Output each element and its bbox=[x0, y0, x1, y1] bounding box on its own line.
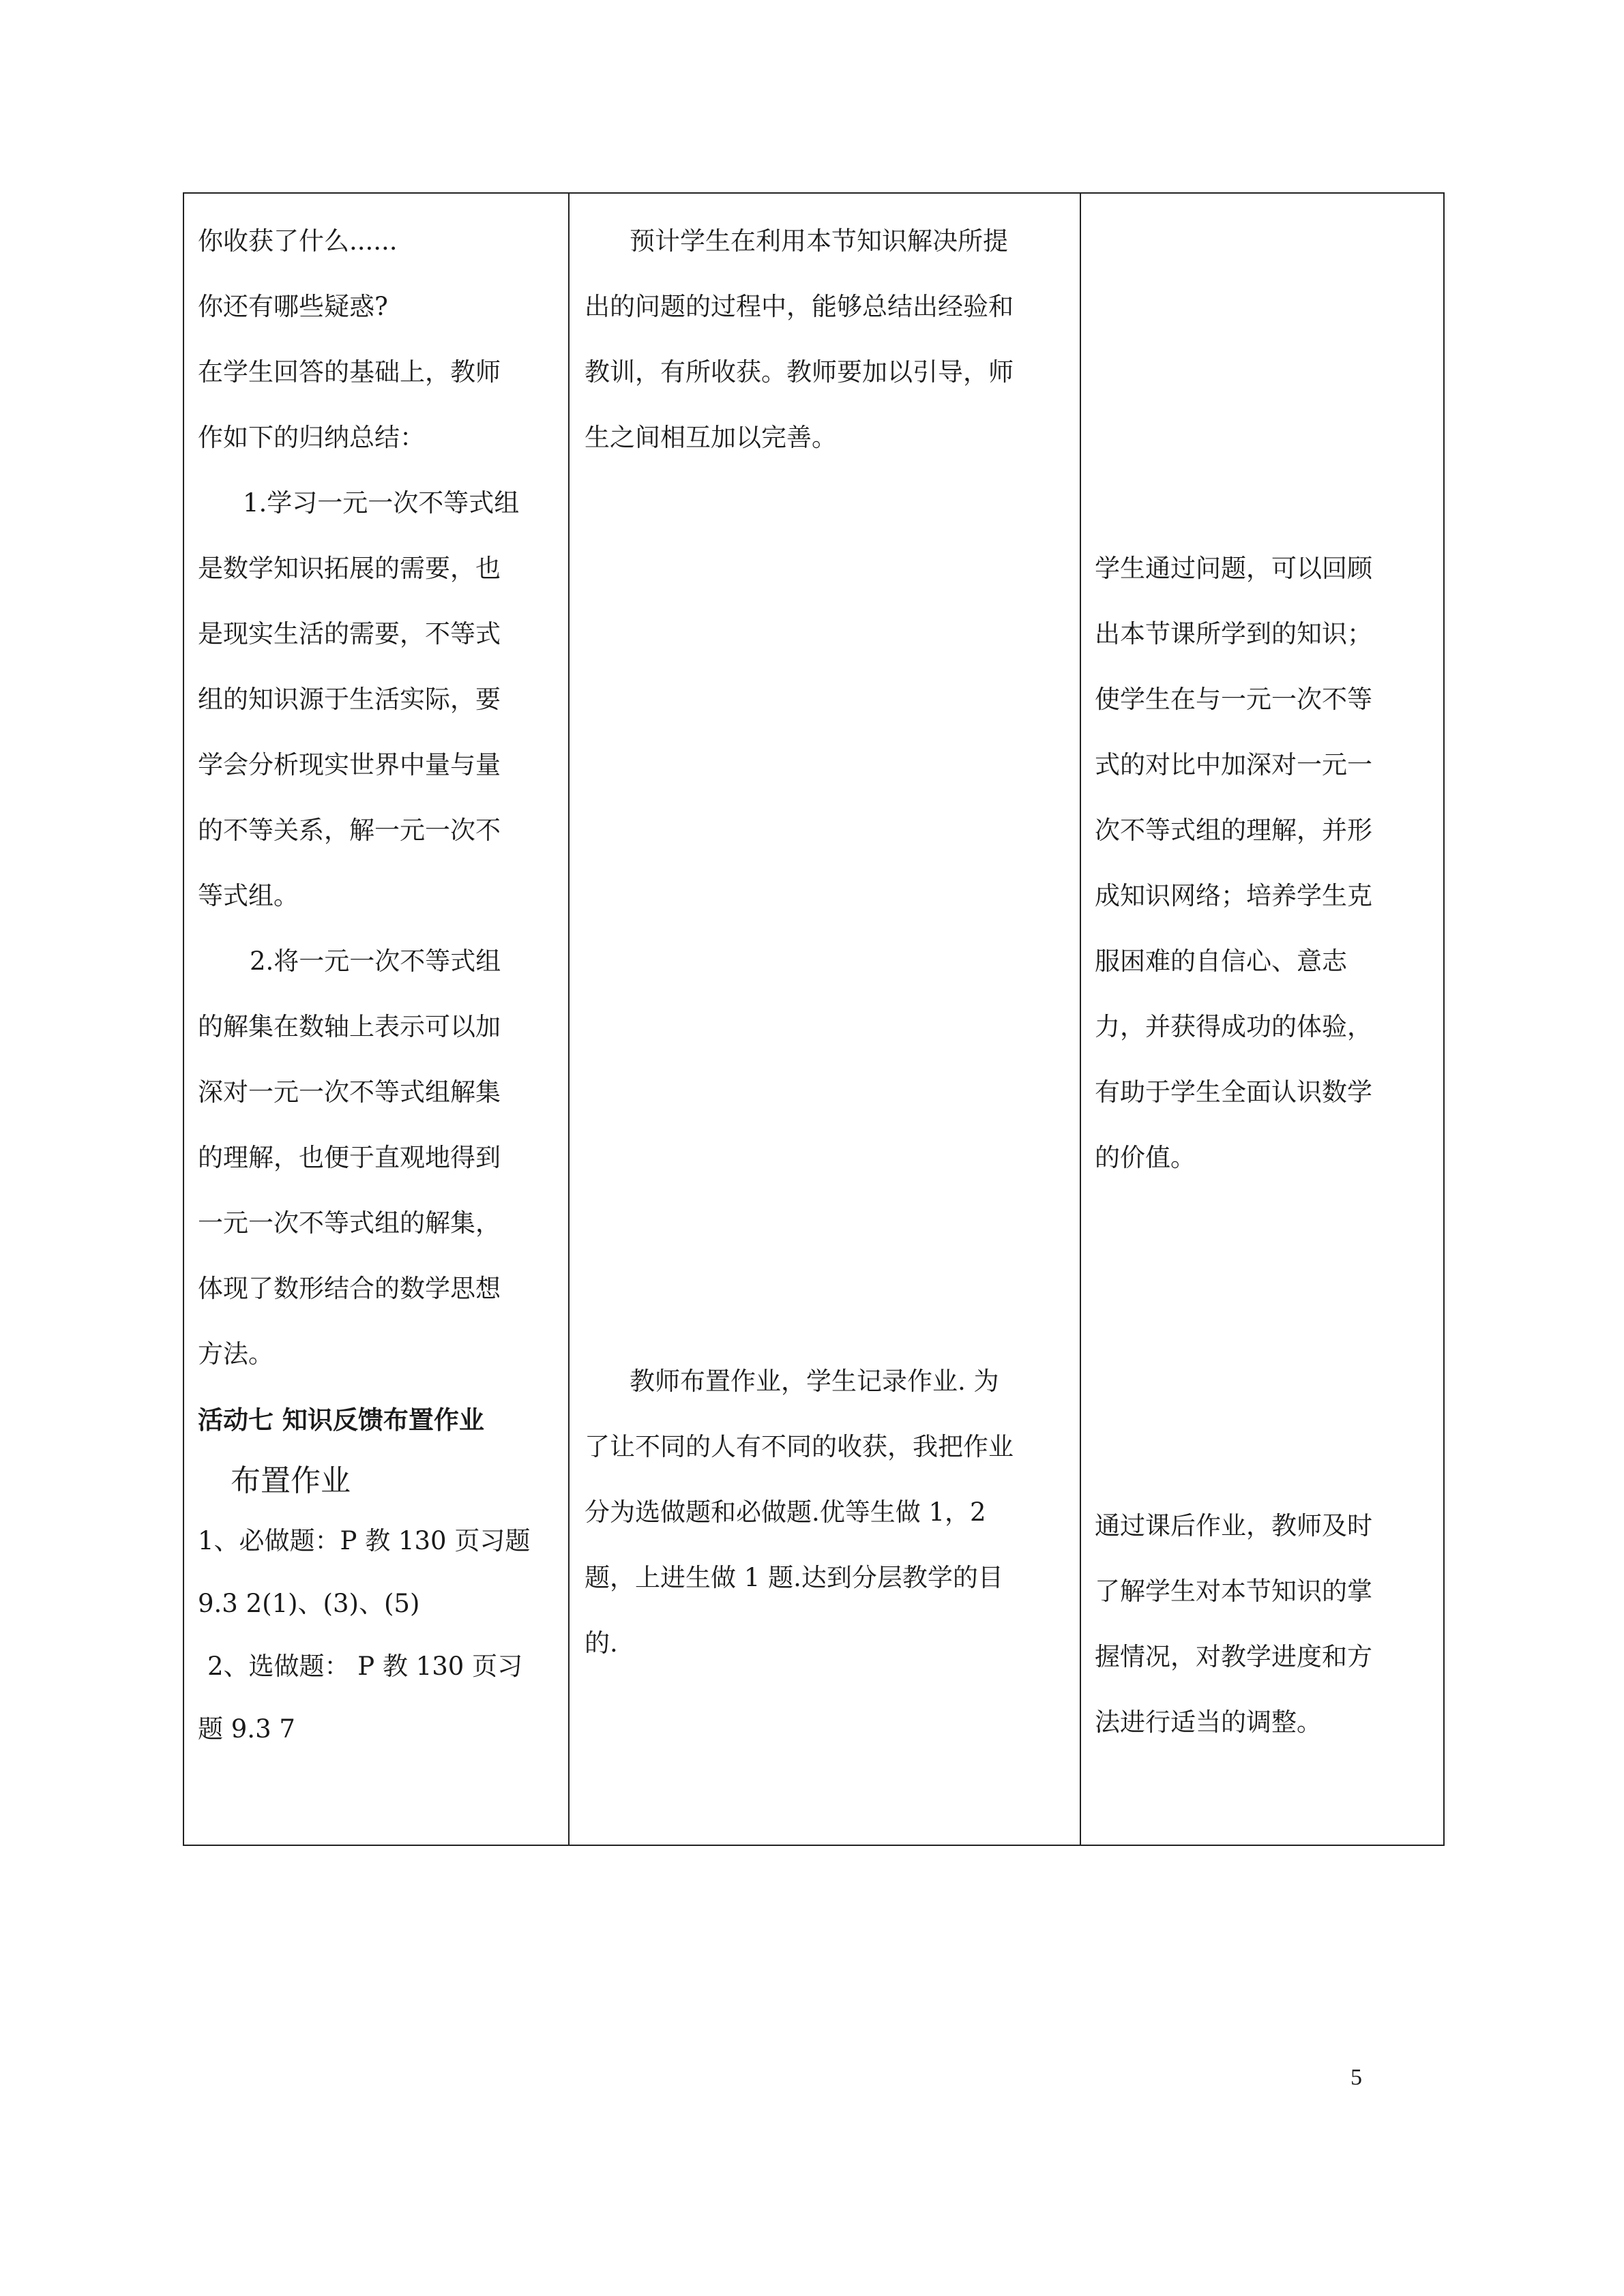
text-line: 你收获了什么...... bbox=[198, 226, 398, 256]
homework-list bbox=[198, 1510, 559, 1761]
text-line: 1.学习一元一次不等式组 bbox=[243, 488, 520, 518]
text-line: 出的问题的过程中，能够总结出经验和 bbox=[585, 292, 1014, 321]
text-line: 学生通过问题，可以回顾 bbox=[1095, 554, 1372, 583]
activity-title: 活动七 知识反馈布置作业 bbox=[198, 1405, 484, 1435]
text-line: 服困难的自信心、意志 bbox=[1095, 946, 1347, 976]
lesson-table bbox=[183, 192, 1445, 1846]
intent-column-homework bbox=[1095, 1493, 1436, 1755]
text-line: 你还有哪些疑惑? bbox=[198, 292, 388, 321]
text-line: 是现实生活的需要，不等式 bbox=[198, 619, 501, 648]
homework-item: 9.3 2(1)、(3)、(5) bbox=[198, 1589, 420, 1618]
intent-homework-paragraph bbox=[1095, 1493, 1436, 1755]
text-line: 组的知识源于生活实际，要 bbox=[198, 685, 501, 714]
homework-item: 1、必做题：P 教 130 页习题 bbox=[198, 1526, 531, 1555]
text-line: 的价值。 bbox=[1095, 1143, 1196, 1172]
homework-item: 题 9.3 7 bbox=[198, 1714, 295, 1744]
text-line: 生之间相互加以完善。 bbox=[585, 423, 837, 452]
activity-column-homework bbox=[585, 1349, 1069, 1676]
text-line: 方法。 bbox=[198, 1339, 274, 1369]
text-line: 次不等式组的理解，并形 bbox=[1095, 816, 1372, 845]
intent-paragraph bbox=[1095, 536, 1436, 1191]
text-line: 是数学知识拓展的需要，也 bbox=[198, 554, 501, 583]
page-number: 5 bbox=[1350, 2065, 1362, 2090]
text-line: 法进行适当的调整。 bbox=[1095, 1708, 1322, 1737]
text-line: 作如下的归纳总结： bbox=[198, 423, 425, 452]
text-line: 的解集在数轴上表示可以加 bbox=[198, 1012, 501, 1041]
text-line: 使学生在与一元一次不等 bbox=[1095, 685, 1372, 714]
summary-block bbox=[198, 209, 559, 471]
text-line: 2.将一元一次不等式组 bbox=[250, 946, 501, 976]
text-line: 在学生回答的基础上，教师 bbox=[198, 357, 501, 387]
text-line: 有助于学生全面认识数学 bbox=[1095, 1077, 1372, 1107]
activity-column bbox=[585, 209, 1069, 471]
text-line: 一元一次不等式组的解集， bbox=[198, 1208, 501, 1238]
content-column bbox=[198, 209, 559, 1761]
text-line: 式的对比中加深对一元一 bbox=[1095, 750, 1372, 779]
homework-item: 2、选做题： P 教 130 页习 bbox=[207, 1652, 523, 1681]
text-line: 了让不同的人有不同的收获，我把作业 bbox=[585, 1432, 1014, 1461]
text-line: 通过课后作业，教师及时 bbox=[1095, 1511, 1372, 1540]
text-line: 学会分析现实世界中量与量 bbox=[198, 750, 501, 779]
summary-point-1 bbox=[198, 471, 559, 929]
text-line: 教训，有所收获。教师要加以引导，师 bbox=[585, 357, 1014, 387]
text-line: 握情况，对教学进度和方 bbox=[1095, 1642, 1372, 1671]
text-line: 出本节课所学到的知识； bbox=[1095, 619, 1372, 648]
text-line: 体现了数形结合的数学思想 bbox=[198, 1274, 501, 1303]
text-line: 教师布置作业，学生记录作业. 为 bbox=[630, 1367, 999, 1396]
column-divider bbox=[1080, 194, 1081, 1845]
column-divider bbox=[568, 194, 570, 1845]
text-line: 预计学生在利用本节知识解决所提 bbox=[630, 226, 1008, 256]
text-line: 成知识网络；培养学生克 bbox=[1095, 881, 1372, 910]
intent-column bbox=[1095, 536, 1436, 1191]
text-line: 题，上进生做 1 题.达到分层教学的目 bbox=[585, 1563, 1003, 1592]
text-line: 深对一元一次不等式组解集 bbox=[198, 1077, 501, 1107]
text-line: 的理解，也便于直观地得到 bbox=[198, 1143, 501, 1172]
text-line: 分为选做题和必做题.优等生做 1，2 bbox=[585, 1497, 986, 1527]
expectation-paragraph bbox=[585, 209, 1069, 471]
text-line: 的不等关系，解一元一次不 bbox=[198, 816, 501, 845]
text-line: 了解学生对本节知识的掌 bbox=[1095, 1577, 1372, 1606]
homework-title: 布置作业 bbox=[231, 1463, 351, 1498]
text-line: 力，并获得成功的体验， bbox=[1095, 1012, 1372, 1041]
homework-paragraph bbox=[585, 1349, 1069, 1676]
text-line: 等式组。 bbox=[198, 881, 299, 910]
text-line: 的. bbox=[585, 1628, 618, 1658]
summary-point-2 bbox=[198, 929, 559, 1387]
